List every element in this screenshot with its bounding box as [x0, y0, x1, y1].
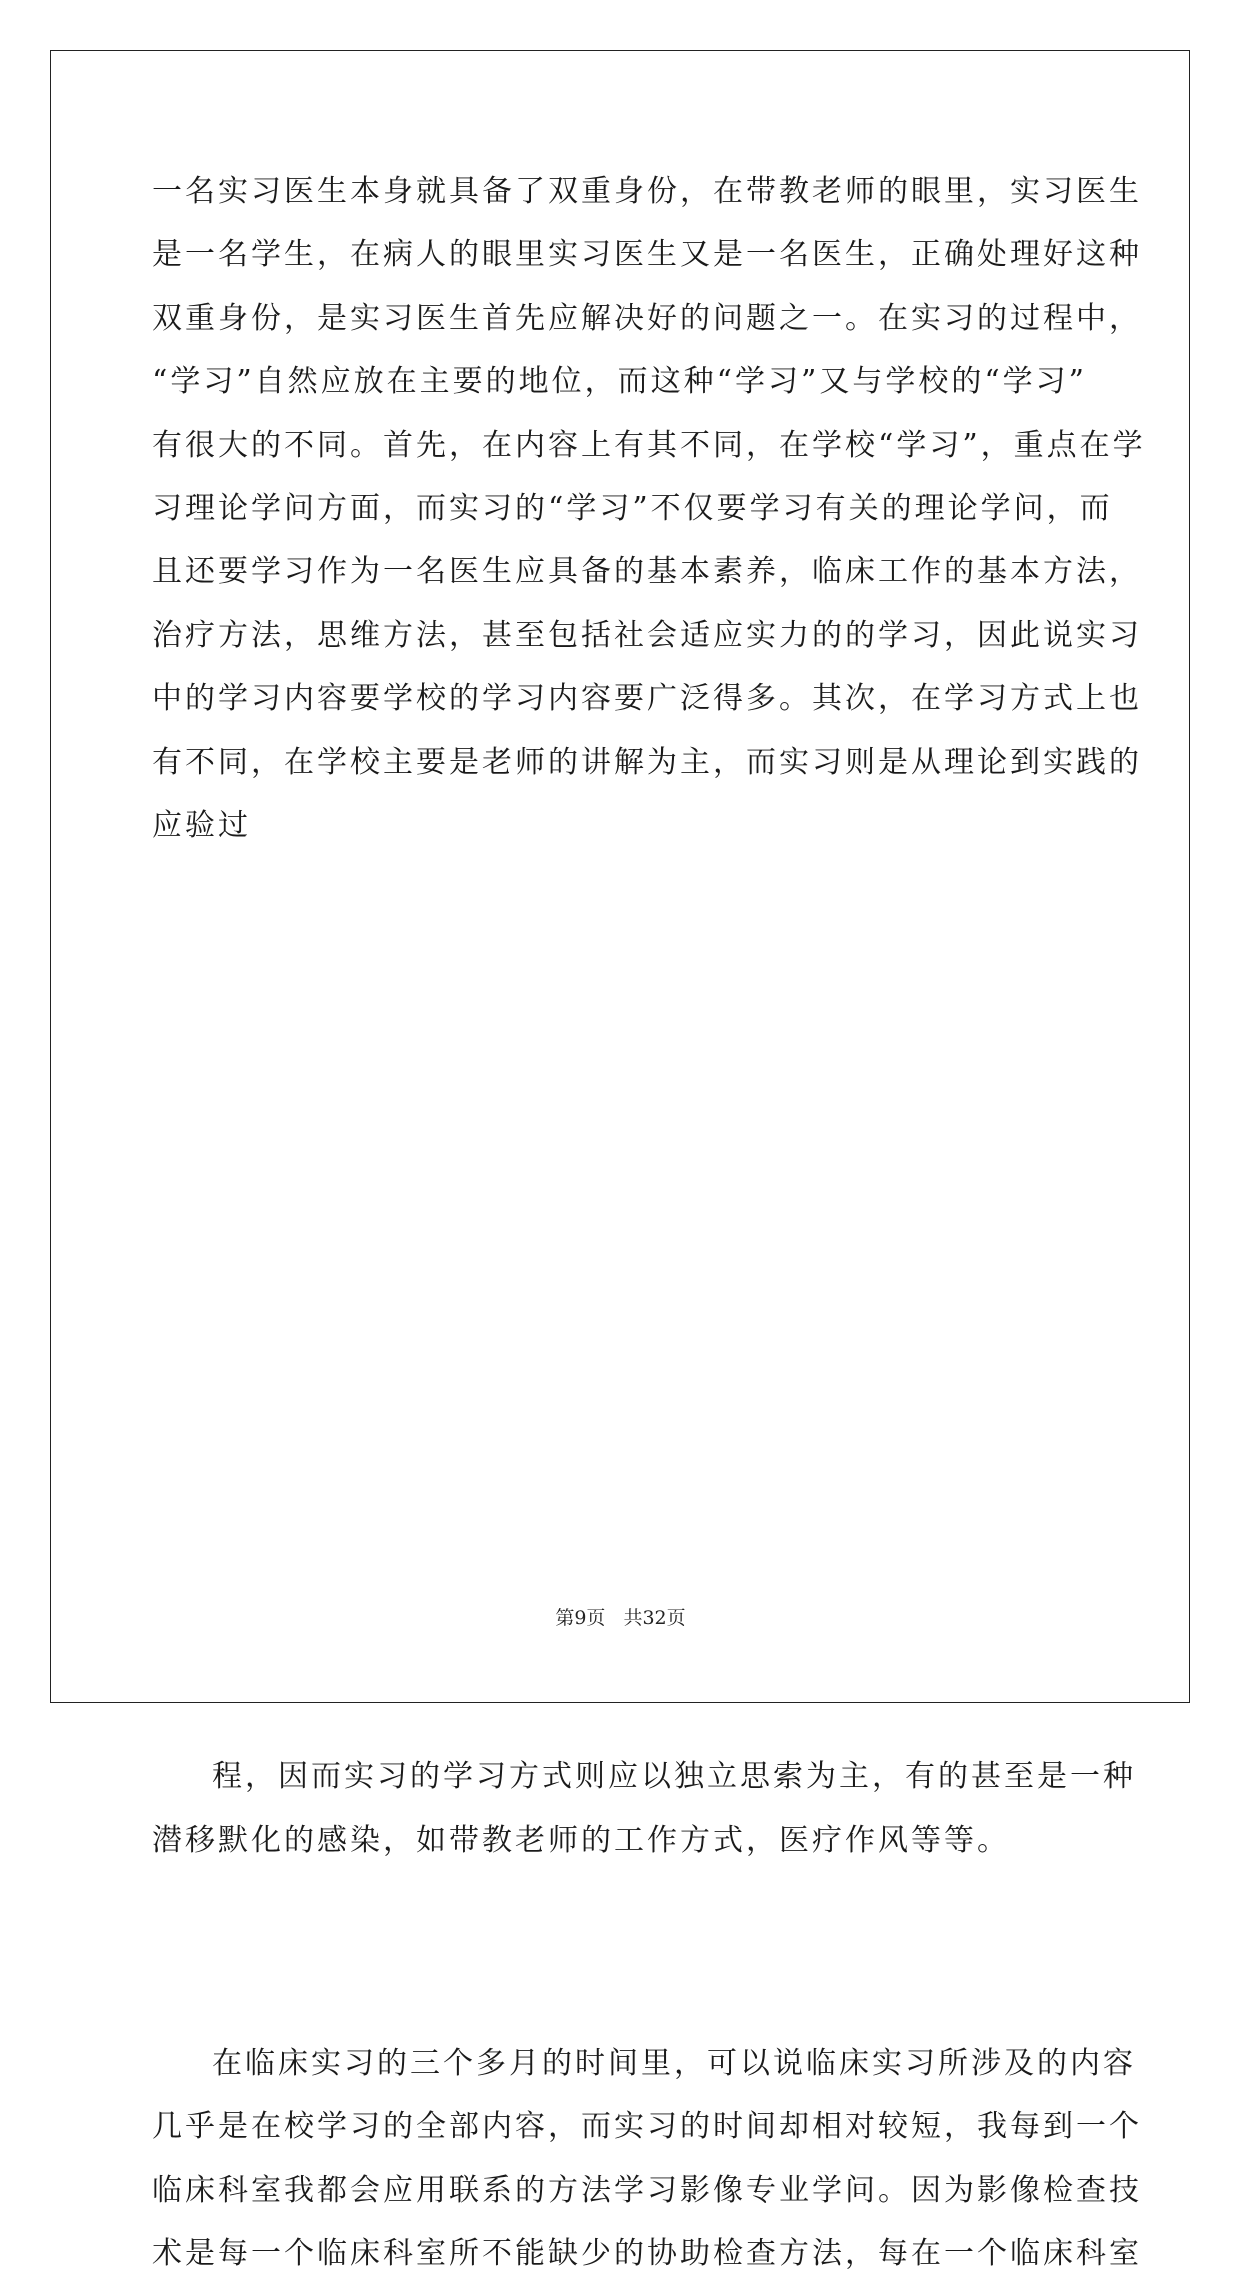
text-line: “学习”自然应放在主要的地位，而这种“学习”又与学校的“学习”: [152, 364, 1088, 400]
text-line: 应验过: [152, 807, 251, 843]
paragraph-3: [152, 2032, 1142, 2286]
text-line: 一名实习医生本身就具备了双重身份，在带教老师的眼里，实习医生: [152, 174, 1142, 209]
text-line: 双重身份，是实习医生首先应解决好的问题之一。在实习的过程中，: [152, 300, 1142, 336]
text-line: 临床科室我都会应用联系的方法学习影像专业学问。因为影像检查技: [152, 2172, 1142, 2208]
text-line: 习理论学问方面，而实习的“学习”不仅要学习有关的理论学问，而: [152, 490, 1113, 526]
text-line: 几乎是在校学习的全部内容，而实习的时间却相对较短，我每到一个: [152, 2109, 1142, 2145]
text-line: 治疗方法，思维方法，甚至包括社会适应实力的的学习，因此说实习: [152, 617, 1142, 653]
text-line: 且还要学习作为一名医生应具备的基本素养，临床工作的基本方法，: [152, 554, 1142, 590]
text-line: 是一名学生，在病人的眼里实习医生又是一名医生，正确处理好这种: [152, 237, 1142, 273]
text-line: 有很大的不同。首先，在内容上有其不同，在学校“学习”，重点在学: [152, 427, 1146, 463]
page-number: 第9页: [555, 1607, 606, 1629]
text-line: 潜移默化的感染，如带教老师的工作方式，医疗作风等等。: [152, 1822, 1010, 1858]
text-line: 中的学习内容要学校的学习内容要广泛得多。其次，在学习方式上也: [152, 681, 1142, 717]
text-line: 在临床实习的三个多月的时间里，可以说临床实习所涉及的内容: [212, 2046, 1136, 2082]
text-line: 术是每一个临床科室所不能缺少的协助检查方法，每在一个临床科室: [152, 2236, 1142, 2272]
page-footer: [0, 1603, 1241, 1630]
text-line: 有不同，在学校主要是老师的讲解为主，而实习则是从理论到实践的: [152, 744, 1142, 780]
paragraph-1: [152, 160, 1146, 857]
paragraph-2: [152, 1745, 1136, 1872]
page-total: 共32页: [623, 1607, 686, 1629]
text-line: 程，因而实习的学习方式则应以独立思索为主，有的甚至是一种: [212, 1759, 1136, 1795]
